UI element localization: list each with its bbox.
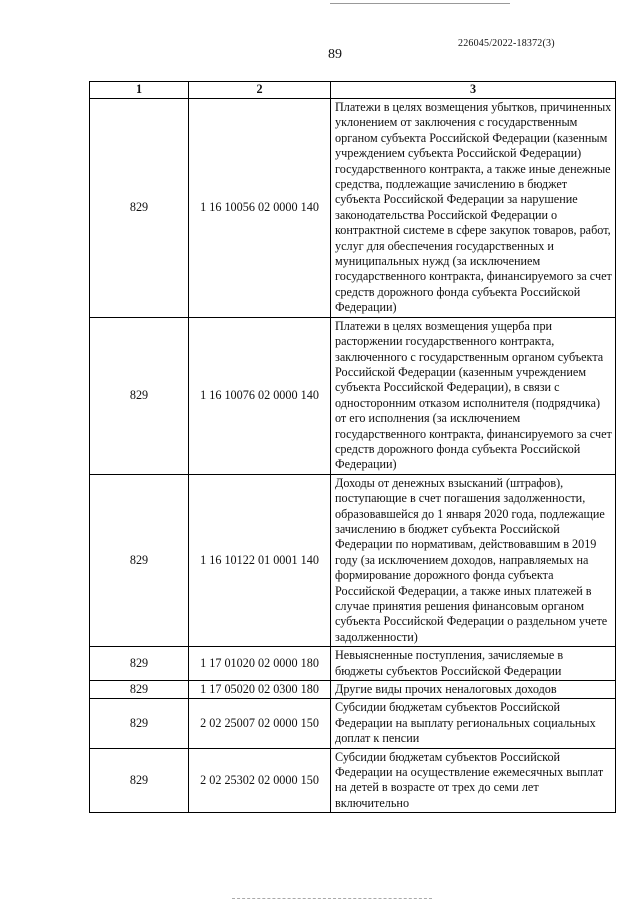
budget-code-cell: 1 16 10076 02 0000 140: [189, 317, 331, 474]
description-cell: Субсидии бюджетам субъектов Российской Федерации на выплату региональных социальных доплат к пенсии: [331, 699, 616, 748]
admin-code-cell: 829: [90, 317, 189, 474]
admin-code-cell: 829: [90, 647, 189, 681]
budget-code-cell: 1 16 10056 02 0000 140: [189, 99, 331, 318]
admin-code-cell: 829: [90, 699, 189, 748]
table-row: [90, 748, 616, 813]
column-header-1: 1: [90, 82, 189, 99]
description-cell: Субсидии бюджетам субъектов Российской Федерации на осуществление ежемесячных выплат на детей в возрасте от трех до семи лет включительно: [331, 748, 616, 813]
admin-code-cell: 829: [90, 681, 189, 699]
top-rule: [330, 3, 510, 4]
description-cell: Доходы от денежных взысканий (штрафов), поступающие в счет погашения задолженности, образовавшейся до 1 января 2020 года, подлежащие зачислению в бюджет субъекта Российской Федерации по нормативам, действовавшим в 2019 году (за исключением доходов, направляемых на формирование дорожного фонда субъекта Российской Федерации, а также иных платежей в случае принятия решения финансовым органом субъекта Российской Федерации о раздельном учете задолженности): [331, 474, 616, 646]
column-header-3: 3: [331, 82, 616, 99]
table-row: [90, 699, 616, 748]
column-header-2: 2: [189, 82, 331, 99]
page-number: 89: [328, 47, 342, 62]
description-cell: Другие виды прочих неналоговых доходов: [331, 681, 616, 699]
budget-code-cell: 1 17 05020 02 0300 180: [189, 681, 331, 699]
table-row: [90, 681, 616, 699]
description-cell: Платежи в целях возмещения убытков, причиненных уклонением от заключения с государственным органом субъекта Российской Федерации (казенным учреждением субъекта Российской Федерации) государственного контракта, а также иные денежные средства, подлежащие зачислению в бюджет субъекта Российской Федерации за нарушение законодательства Российской Федерации о контрактной системе в сфере закупок товаров, работ, услуг для обеспечения государственных и муниципальных нужд (за исключением государственного контракта, финансируемого за счет средств дорожного фонда субъекта Российской Федерации): [331, 99, 616, 318]
table-row: [90, 317, 616, 474]
budget-code-cell: 2 02 25302 02 0000 150: [189, 748, 331, 813]
admin-code-cell: 829: [90, 748, 189, 813]
revenue-codes-table: [89, 81, 616, 813]
budget-code-cell: 1 17 01020 02 0000 180: [189, 647, 331, 681]
table-header-row: [90, 82, 616, 99]
bottom-rule: [232, 898, 432, 899]
admin-code-cell: 829: [90, 99, 189, 318]
budget-code-cell: 1 16 10122 01 0001 140: [189, 474, 331, 646]
budget-code-cell: 2 02 25007 02 0000 150: [189, 699, 331, 748]
description-cell: Невыясненные поступления, зачисляемые в бюджеты субъектов Российской Федерации: [331, 647, 616, 681]
admin-code-cell: 829: [90, 474, 189, 646]
table-row: [90, 99, 616, 318]
table-row: [90, 647, 616, 681]
description-cell: Платежи в целях возмещения ущерба при расторжении государственного контракта, заключенного с государственным органом субъекта Российской Федерации (казенным учреждением субъекта Российской Федерации), в связи с односторонним отказом исполнителя (подрядчика) от его исполнения (за исключением государственного контракта, финансируемого за счет средств дорожного фонда субъекта Российской Федерации): [331, 317, 616, 474]
table-row: [90, 474, 616, 646]
document-id: 226045/2022-18372(3): [458, 38, 555, 49]
